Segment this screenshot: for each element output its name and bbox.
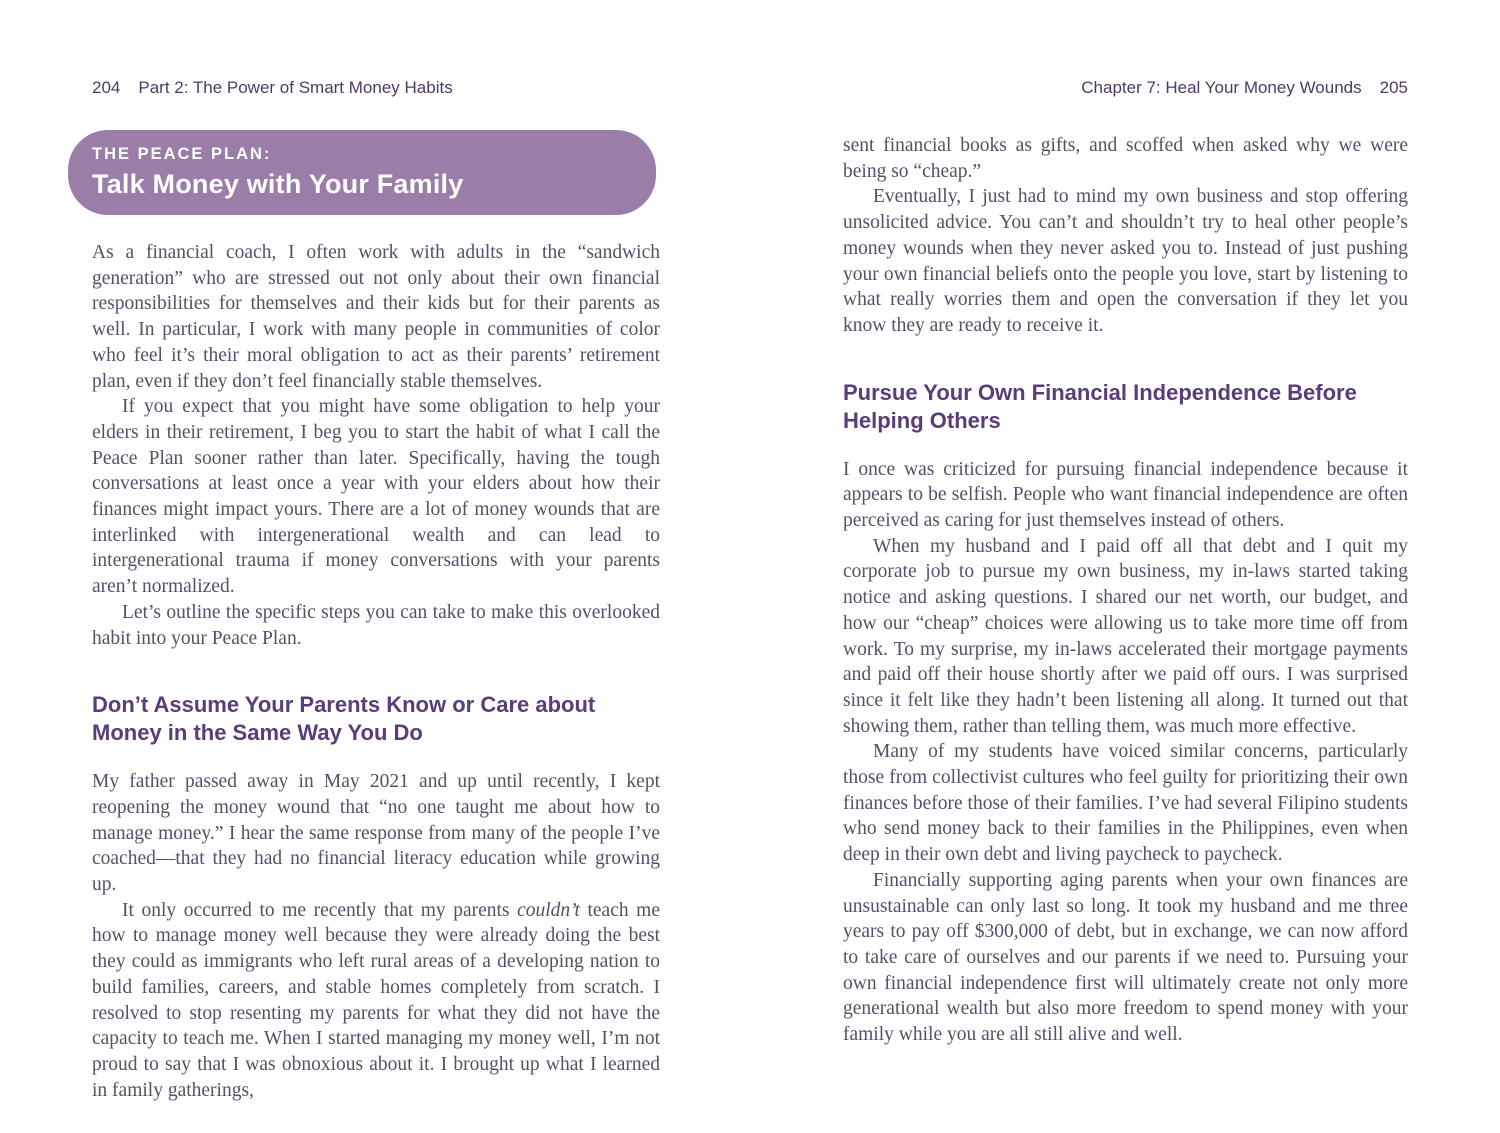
left-running-title: Part 2: The Power of Smart Money Habits bbox=[138, 78, 453, 97]
right-page-body bbox=[843, 133, 1408, 1048]
paragraph: I once was criticized for pursuing financial independence because it appears to be selfish. People who want financial independence are often perceived as caring for just themselves instead of others. bbox=[843, 458, 1408, 532]
paragraph: Financially supporting aging parents when your own finances are unsustainable can only last so long. It took my husband and me three years to pay off $300,000 of debt, but in exchange, we can now afford to take care of ourselves and our parents if we need to. Pursuing your own financial independence first will ultimately create not only more generational wealth but also more freedom to spend money with your family while you are all still alive and well. bbox=[843, 869, 1408, 1046]
left-page-body bbox=[92, 240, 660, 1103]
left-page-number: 204 bbox=[92, 78, 121, 97]
paragraph: When my husband and I paid off all that debt and I quit my corporate job to pursue my own business, my in-laws started taking notice and asking questions. I shared our net worth, our budget, and how our “cheap” choices were allowing us to take more time off from work. To my surprise, my in-laws accelerated their mortgage payments and paid off their house shortly after we paid off ours. I was surprised since it felt like they hadn’t been listening all along. It turned out that showing them, rather than telling them, was much more effective. bbox=[843, 535, 1408, 737]
paragraph bbox=[92, 898, 660, 1104]
callout-kicker: THE PEACE PLAN: bbox=[92, 145, 272, 163]
paragraph: If you expect that you might have some obligation to help your elders in their retirement, I beg you to start the habit of what I call the Peace Plan sooner rather than later. Specifically, having the tough conversations at least once a year with your elders about how their finances might impact yours. There are a lot of money wounds that are interlinked with intergenerational wealth and can lead to intergenerational trauma if money conversations with your parents aren’t normalized. bbox=[92, 396, 660, 598]
peace-plan-callout-box bbox=[68, 130, 656, 215]
right-page-number: 205 bbox=[1379, 78, 1408, 97]
left-running-head bbox=[92, 78, 453, 98]
paragraph: As a financial coach, I often work with adults in the “sandwich generation” who are stressed out not only about their own financial responsibilities for themselves and their kids but for their parents as well. In particular, I work with many people in communities of color who feel it’s their moral obligation to act as their parents’ retirement plan, even if they don’t feel financially stable themselves. bbox=[92, 242, 660, 392]
right-running-head bbox=[1081, 78, 1408, 98]
paragraph: Let’s outline the specific steps you can take to make this overlooked habit into your Peace Plan. bbox=[92, 601, 660, 649]
paragraph: My father passed away in May 2021 and up until recently, I kept reopening the money wound that “no one taught me about how to manage money.” I hear the same response from many of the people I’ve coached—that they had no financial literacy education while growing up. bbox=[92, 771, 660, 896]
callout-title: Talk Money with Your Family bbox=[92, 169, 464, 199]
left-section-subheading: Don’t Assume Your Parents Know or Care about Money in the Same Way You Do bbox=[92, 692, 596, 746]
paragraph-text: It only occurred to me recently that my parents bbox=[122, 899, 518, 921]
paragraph: sent financial books as gifts, and scoffed when asked why we were being so “cheap.” bbox=[843, 135, 1408, 182]
right-section-subheading: Pursue Your Own Financial Independence Before Helping Others bbox=[843, 379, 1357, 433]
paragraph: Eventually, I just had to mind my own business and stop offering unsolicited advice. You can’t and shouldn’t try to heal other people’s money wounds when they never asked you to. Instead of just pushing your own financial beliefs onto the people you love, start by listening to what really worries them and open the conversation if they let you know they are ready to receive it. bbox=[843, 186, 1408, 336]
paragraph-text: teach me how to manage money well because they were already doing the best they could as immigrants who left rural areas of a developing nation to build families, careers, and stable homes completely from scratch. I resolved to stop resenting my parents for what they did not have the capacity to teach me. When I started managing my money well, I’m not proud to say that I was obnoxious about it. I brought up what I learned in family gatherings, bbox=[92, 899, 660, 1101]
paragraph: Many of my students have voiced similar concerns, particularly those from collectivist cultures who feel guilty for prioritizing their own finances before those of their families. I’ve had several Filipino students who send money back to their families in the Philippines, even when deep in their own debt and living paycheck to paycheck. bbox=[843, 741, 1408, 866]
right-running-title: Chapter 7: Heal Your Money Wounds bbox=[1081, 78, 1362, 97]
italic-word: couldn’t bbox=[517, 899, 580, 921]
